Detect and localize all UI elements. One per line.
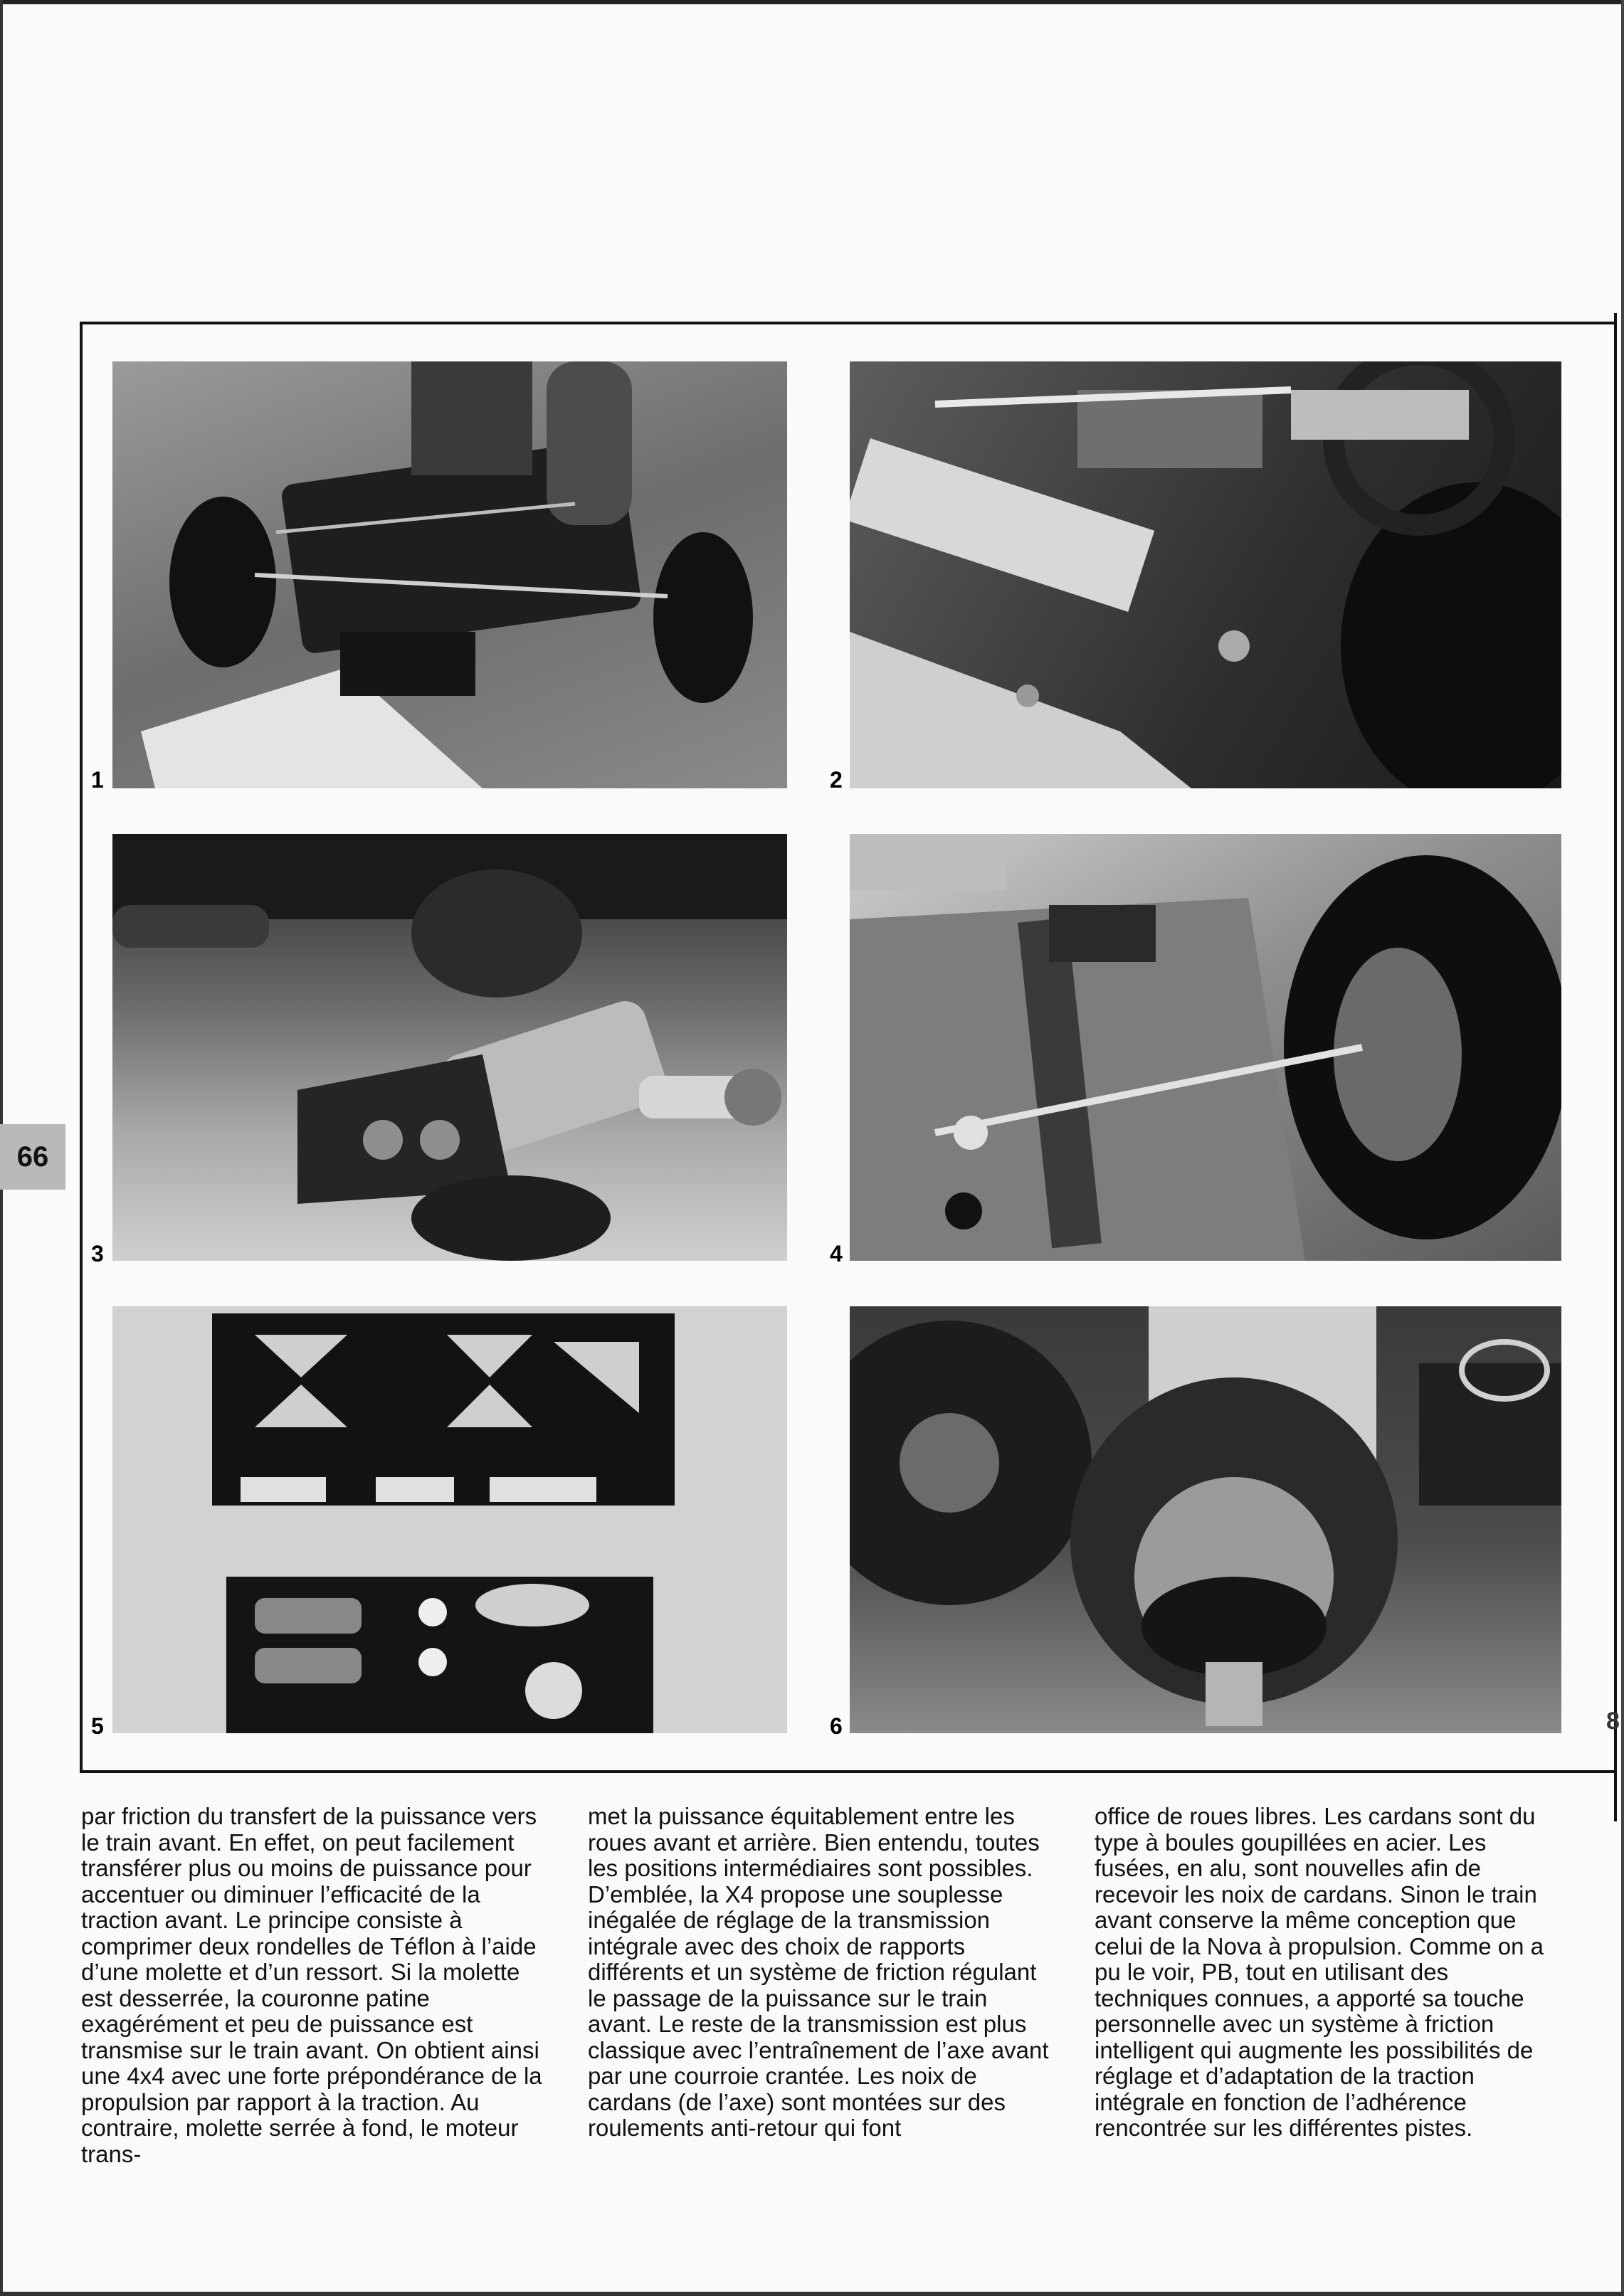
figure-number-5: 5 <box>91 1713 104 1739</box>
photo-3-friction-molette-detail <box>112 834 787 1261</box>
text-column-2 <box>588 1804 1058 2142</box>
photo-6-gear-friction <box>850 1306 1561 1733</box>
column-2-paragraph: met la puissance équitablement entre les roues avant et arrière. Bien entendu, toutes les positions intermédiaires sont possibles. D’emblée, la X4 propose une souplesse inégalée de réglage de la transmission intégrale avec des choix de rapports différents et un système de friction régulant le passage de la puissance sur le train avant. Le reste de la transmission est plus classique avec l’entraînement de l’axe avant par une courroie crantée. Les noix de cardans (de l’axe) sont montées sur des roulements anti-retour qui font <box>588 1803 1049 2141</box>
page-bottom-edge <box>0 2292 1624 2296</box>
photo-2-transmission-closeup <box>850 361 1561 788</box>
text-column-3 <box>1095 1804 1564 2142</box>
column-1-paragraph: par friction du transfert de la puissance vers le train avant. En effet, on peut facilement transférer plus ou moins de puissance pour accentuer ou diminuer l’efficacité de la traction avant. Le principe consiste à comprimer deux rondelles de Téflon à l’aide d’une molette et d’un ressort. Si la molette est desserrée, la couronne patine exagérément et peu de puissance est transmise sur le train avant. On obtient ainsi une 4x4 avec une forte prépondérance de la propulsion par rapport à la traction. Au contraire, molette serrée à fond, le moteur trans- <box>81 1803 542 2167</box>
page-number-tab: 66 <box>0 1124 65 1190</box>
page-right-edge <box>1621 0 1624 2296</box>
photo-1-chassis-overview <box>112 361 787 788</box>
figure-number-4: 4 <box>830 1241 843 1266</box>
page-top-edge <box>0 0 1624 4</box>
text-column-1 <box>81 1804 551 2167</box>
figure-number-2: 2 <box>830 767 843 793</box>
figure-number-1: 1 <box>91 767 104 793</box>
photo-5-chassis-plates <box>112 1306 787 1733</box>
figure-number-3: 3 <box>91 1241 104 1266</box>
figure-number-6: 6 <box>830 1713 843 1739</box>
photo-4-front-wheel-steering <box>850 834 1561 1261</box>
page-edge-mark: 8 <box>1606 1708 1620 1735</box>
right-margin-rule <box>1614 313 1617 1821</box>
column-3-paragraph: office de roues libres. Les cardans sont du type à boules goupillées en acier. Les fusées, en alu, sont nouvelles afin de recevoir les noix de cardans. Sinon le train avant conserve la même conception que celui de la Nova à propulsion. Comme on a pu le voir, PB, tout en utilisant des techniques connues, a apporté sa touche personnelle avec un système à friction intelligent qui augmente les possibilités de réglage et d’adaptation de la traction intégrale en fonction de l’adhérence rencontrée sur les différentes pistes. <box>1095 1803 1544 2141</box>
